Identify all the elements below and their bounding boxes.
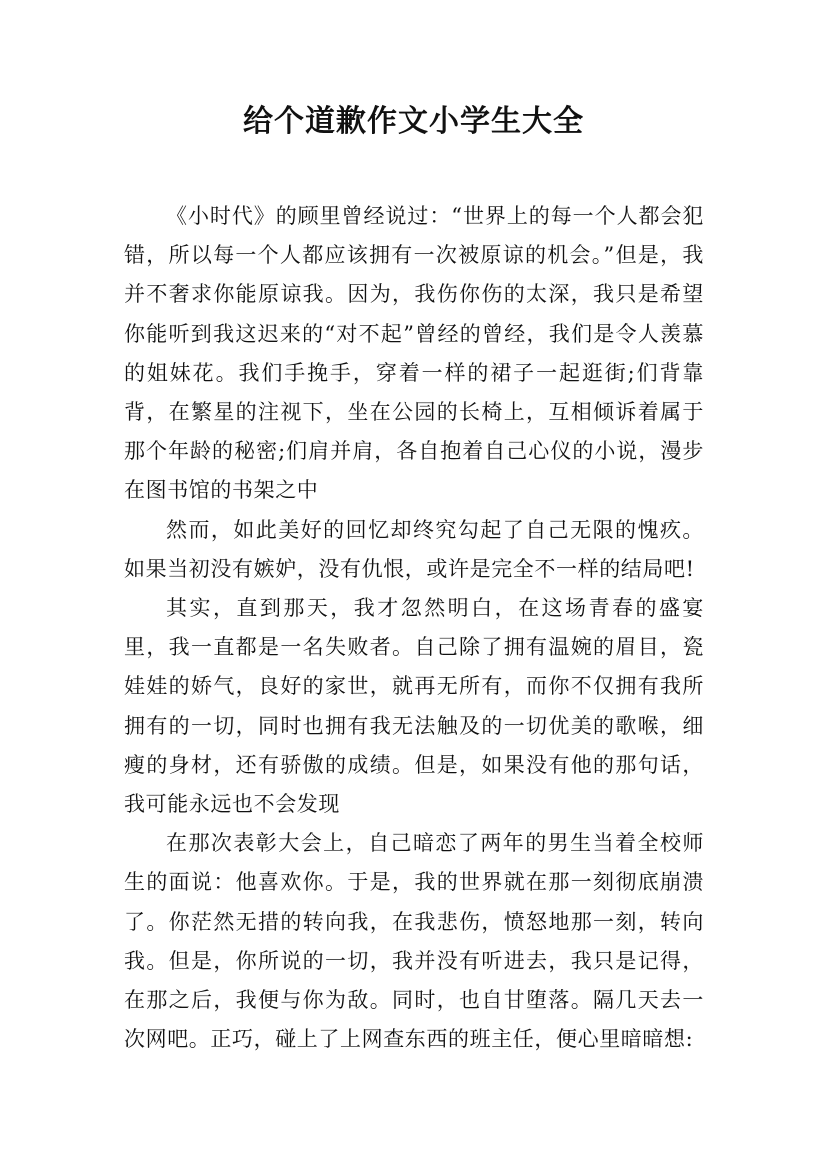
paragraph-4: 在那次表彰大会上，自己暗恋了两年的男生当着全校师生的面说：他喜欢你。于是，我的世界就在那一刻彻底崩溃了。你茫然无措的转向我，在我悲伤，愤怒地那一刻，转向我。但是，你所说的一切，我并没有听进去，我只是记得，在那之后，我便与你为敌。同时，也自甘堕落。隔几天去一次网吧。正巧，碰上了上网查东西的班主任，便心里暗暗想: [124, 831, 704, 1052]
document-body [124, 197, 704, 1059]
paragraph-3: 其实，直到那天，我才忽然明白，在这场青春的盛宴里，我一直都是一名失败者。自己除了拥有温婉的眉目，瓷娃娃的娇气，良好的家世，就再无所有，而你不仅拥有我所拥有的一切，同时也拥有我无法触及的一切优美的歌喉，细瘦的身材，还有骄傲的成绩。但是，如果没有他的那句话，我可能永远也不会发现 [124, 596, 704, 817]
paragraph-1: 《小时代》的顾里曾经说过：“世界上的每一个人都会犯错，所以每一个人都应该拥有一次被原谅的机会。”但是，我并不奢求你能原谅我。因为，我伤你伤的太深，我只是希望你能听到我这迟来的“对不起”曾经的曾经，我们是令人羡慕的姐妹花。我们手挽手，穿着一样的裙子一起逛街;们背靠背，在繁星的注视下，坐在公园的长椅上，互相倾诉着属于那个年龄的秘密;们肩并肩，各自抱着自己心仪的小说，漫步在图书馆的书架之中 [124, 204, 704, 503]
document-title: 给个道歉作文小学生大全 [243, 104, 584, 139]
paragraph-2: 然而，如此美好的回忆却终究勾起了自己无限的愧疚。如果当初没有嫉妒，没有仇恨，或许是完全不一样的结局吧! [124, 517, 704, 581]
